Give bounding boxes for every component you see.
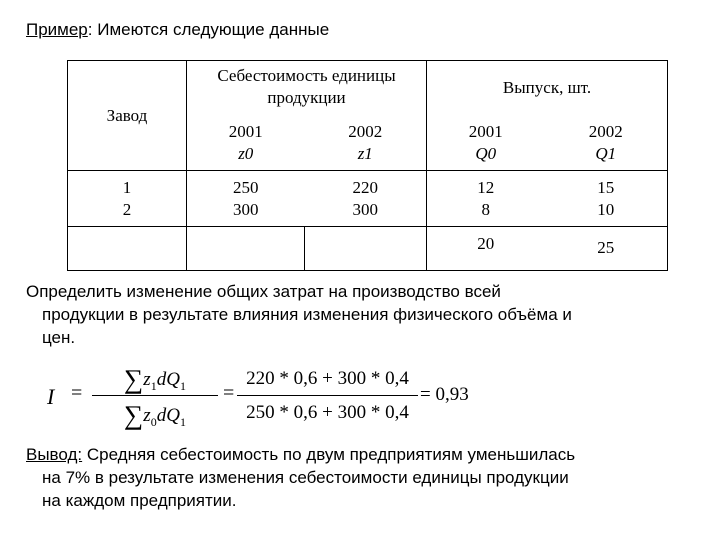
conclusion-text	[26, 443, 575, 512]
table-cell: 12	[477, 177, 495, 197]
task-line: продукции в результате влияния изменения физического объёма и	[42, 305, 572, 324]
year-label: 2001	[468, 121, 503, 141]
example-text: : Имеются следующие данные	[87, 20, 330, 39]
header-q1	[545, 116, 668, 171]
fraction-denominator	[90, 400, 220, 431]
table-cell: 15	[597, 177, 615, 197]
table-cell: 1	[122, 177, 132, 197]
year-label: 2002	[348, 121, 383, 141]
equals-sign: =	[71, 382, 83, 404]
cell-q0	[427, 171, 545, 227]
formula-sub: 1	[150, 378, 157, 393]
cell-z0	[187, 171, 305, 227]
conclusion-label: Вывод:	[26, 445, 83, 464]
sum-icon: ∑	[124, 364, 144, 394]
formula-var: z	[143, 405, 151, 426]
conclusion-line: на каждом предприятии.	[42, 491, 237, 510]
table-cell: 220	[352, 177, 378, 197]
fraction-denominator: 250 * 0,6 + 300 * 0,4	[246, 402, 409, 423]
cell-z1	[305, 171, 427, 227]
formula-sub: 1	[179, 414, 186, 429]
cell-q1	[545, 171, 668, 227]
example-heading	[26, 20, 329, 40]
formula-var: dQ	[156, 369, 180, 390]
year-label: 2002	[588, 121, 623, 141]
table-cell: 2	[122, 199, 132, 219]
header-output	[427, 61, 668, 116]
symbol-label: z0	[238, 143, 254, 163]
header-q0	[427, 116, 545, 171]
header-cost-label: Себестоимость единицы продукции	[217, 66, 396, 107]
total-q0	[427, 227, 545, 271]
table-cell: 300	[352, 199, 378, 219]
equals-sign: =	[223, 382, 235, 404]
table-cell: 250	[233, 177, 259, 197]
formula-sub: 1	[179, 378, 186, 393]
task-line: Определить изменение общих затрат на производство всей	[26, 282, 501, 301]
total-empty-2	[187, 227, 305, 271]
total-empty-1	[68, 227, 187, 271]
header-output-label: Выпуск, шт.	[502, 78, 592, 98]
example-label: Пример	[26, 20, 88, 39]
symbol-label: Q1	[595, 143, 617, 163]
formula-var: dQ	[156, 405, 180, 426]
fraction-bar	[92, 395, 218, 396]
task-text	[26, 280, 572, 349]
symbol-label: z1	[357, 143, 373, 163]
table-cell: 25	[597, 238, 615, 257]
conclusion-line	[26, 443, 575, 466]
data-table	[67, 60, 668, 271]
table-cell: 300	[233, 199, 259, 219]
header-z1	[305, 116, 427, 171]
table-cell: 8	[481, 199, 490, 219]
fraction-bar	[237, 395, 418, 396]
index-formula	[45, 362, 475, 432]
total-q1	[545, 227, 668, 271]
year-label: 2001	[228, 121, 263, 141]
table-cell: 10	[597, 199, 615, 219]
conclusion-first-line: Средняя себестоимость по двум предприятиям уменьшилась	[82, 445, 576, 464]
formula-sub: 0	[150, 414, 157, 429]
numeric-fraction	[235, 362, 420, 432]
header-z0	[187, 116, 305, 171]
task-line: цен.	[42, 328, 76, 347]
conclusion-line: на 7% в результате изменения себестоимости единицы продукции	[42, 468, 569, 487]
formula-var: z	[143, 369, 151, 390]
formula-lhs: I	[47, 384, 55, 409]
sum-icon: ∑	[124, 400, 144, 430]
symbolic-fraction	[90, 362, 220, 432]
fraction-numerator	[90, 364, 220, 395]
total-empty-3	[305, 227, 427, 271]
cell-factories	[68, 171, 187, 227]
fraction-numerator: 220 * 0,6 + 300 * 0,4	[246, 368, 409, 389]
formula-result: = 0,93	[420, 384, 469, 405]
table-cell: 20	[477, 234, 495, 253]
header-factory-label: Завод	[106, 105, 148, 125]
header-factory	[68, 61, 187, 171]
header-cost	[187, 61, 427, 116]
symbol-label: Q0	[475, 143, 497, 163]
